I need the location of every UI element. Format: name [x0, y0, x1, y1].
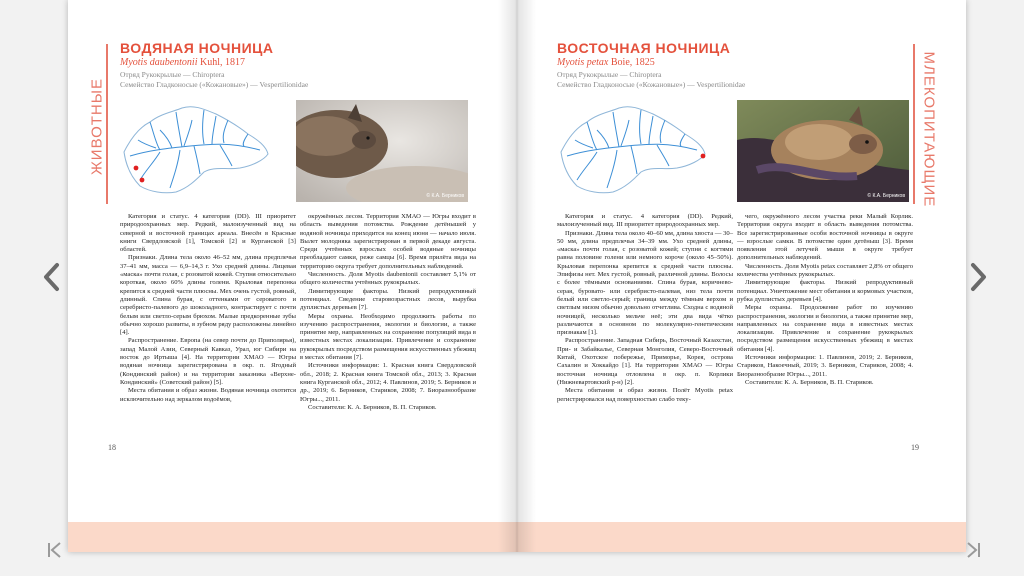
paragraph: Лимитирующие факторы. Низкий репродуктивный потенциал. Уничтожение мест обитания и кормовых участков, рубка дуплистых деревьев [4].: [737, 279, 913, 303]
species-latin-name: [557, 57, 655, 68]
taxonomy-order: Отряд Рукокрылые — Chiroptera: [120, 70, 225, 79]
distribution-map: [557, 100, 709, 200]
paragraph: Признаки. Длина тела около 40–60 мм, длина хвоста — 30–50 мм, длина предплечья 34–39 мм. Ухо средней длины, «маска» почти голая, с розоватой кожей; ступня с когтями равна половине голени или немного короче (около 45–50%). Крыловая перепонка крепится к средней части плюсны. Эпифизы нет. Мех густой, ровный, различной длины. Волосы с более тёмными основаниями. Спина бурая, коричнево-серая, буровато- или серебристо-палевая, низ тела почти белый или светло-серый; граница между тёмным верхом и светлым низом обычно довольно отчетлива. Сходна с водяной ночницей, несколько мельче неё; эти два вида чётко различаются в основном по молекулярно-генетическим признакам [1].: [557, 229, 733, 337]
species-photo: [737, 100, 909, 202]
paragraph: Распространение. Западная Сибирь, Восточный Казахстан, При- и Забайкалье, Северная Монголия, Северо-Восточный Китай, Охотское побережье, Приморье, Корея, острова Сахалин и Хоккайдо [1]. На территории ХМАО — Югры восточная ночница отловлена в окр. п. Корлики (Нижневартовский р-н) [2].: [557, 337, 733, 386]
paragraph: Источники информации: 1. Павлинов, 2019; 2. Берников, Стариков, Накоечный, 2019; 3. Берников, Стариков, 2008; 4. Биоразнообразие Югры..., 2011.: [737, 354, 913, 378]
latin-binomial: Myotis daubentonii: [120, 57, 198, 68]
paragraph: Составители: К. А. Берников, В. П. Стариков.: [745, 378, 874, 386]
record-marker: [701, 154, 706, 159]
paragraph: Численность. Доля Myotis daubentonii составляет 5,1% от общего количества учтённых рукокрылых.: [300, 271, 476, 287]
text-column-2: [300, 213, 476, 412]
record-marker: [140, 178, 145, 183]
vertical-section-label: ЖИВОТНЫЕ: [88, 77, 106, 176]
book-gutter-shadow: [498, 0, 536, 552]
photo-credit: © К.А. Берников: [867, 193, 905, 199]
species-title: ВОСТОЧНАЯ НОЧНИЦА: [557, 40, 731, 56]
paragraph: Меры охраны. Продолжение работ по изучению распространения, экологии и биологии, а также принятие мер, направленных на сохранение вида в известных местах локализации. Привлечение и сохранение рукокрылых посредством размещения искусственных убежищ в местах обитания [4].: [737, 304, 913, 353]
region-outline: [124, 107, 268, 193]
paragraph: Признаки. Длина тела около 46–52 мм, длина предплечья 37–41 мм, масса — 6,9–14,3 г. Ухо средней длины. Лицевая «маска» почти голая, с розоватой кожей. Ступня относительно короткая, около 60% длины голени. Крыловая перепонка крепится к средней части плюсны. Мех очень густой, ровный, длинный. Спина бурая, с оттенками от сероватого и серебристо-палевого до шоколадного, контрастирует с почти белым или светло-серым брюхом. Малые предкоренные зубы обычно хорошо развиты, в зубном ряду расположены линейно [4].: [120, 254, 296, 337]
photo-credit: © К.А. Берников: [426, 193, 464, 199]
book-spread: [68, 0, 966, 552]
accent-bar: [106, 44, 108, 204]
paragraph: Составители: К. А. Берников, В. П. Стариков.: [308, 403, 437, 411]
species-photo: [296, 100, 468, 202]
page-footer-band: [517, 522, 966, 552]
first-page-icon[interactable]: [46, 541, 64, 559]
paragraph: Меры охраны. Необходимо продолжить работы по изучению распространения, экологии и биологии, а также принятие мер, направленных на сохранение популяций вида в известных местах локализации. Привлечение и сохранение рукокрылых посредством размещения искусственных убежищ в местах обитания [7].: [300, 312, 476, 362]
page-footer-band: [68, 522, 517, 552]
species-latin-name: [120, 57, 245, 68]
chevron-left-icon[interactable]: [40, 262, 64, 292]
paragraph: чего, окружённого лесом участка реки Малый Корлик. Территория округа входит в область выведения потомства. Все зарегистрированные особи восточной ночницы в округе — взрослые самки. В потомстве один детёныш [3]. Время появления этой летучей мыши в округе требует дополнительных наблюдений.: [737, 213, 913, 262]
text-column-1: [557, 213, 733, 404]
latin-binomial: Myotis petax: [557, 57, 609, 68]
paragraph: окружённых лесом. Территория ХМАО — Югры входит в область выведения потомства. Рождение детёнышей у водяной ночницы приходится на конец июня — начало июля. Вылет молодняка зарегистрирован в первой декаде августа. Среди учтённых взрослых особей водяные ночницы преобладают самки, реже самцы [6]. Время прилёта вида на территорию округа требует дополнительных наблюдений.: [300, 213, 476, 270]
paragraph: Численность. Доля Myotis petax составляет 2,8% от общего количества учтённых рукокрылых.: [737, 262, 913, 279]
paragraph: Категория и статус. 4 категория (DD). Редкий, малоизученный вид. III приоритет природоохранных мер.: [557, 213, 733, 229]
accent-bar: [913, 44, 915, 204]
page-left[interactable]: [68, 0, 517, 552]
record-marker: [134, 166, 139, 171]
taxonomy-family: Семейство Гладконосые («Кожановые») — Vespertilionidae: [557, 80, 746, 89]
latin-author: Boie, 1825: [610, 57, 655, 68]
chevron-right-icon[interactable]: [966, 262, 990, 292]
page-number: 19: [911, 443, 919, 452]
latin-author: Kuhl, 1817: [200, 57, 245, 68]
distribution-map: [120, 100, 272, 200]
bat-photo-image: [296, 100, 468, 202]
page-number: 18: [108, 443, 116, 452]
text-column-1: [120, 213, 296, 404]
taxonomy-order: Отряд Рукокрылые — Chiroptera: [557, 70, 662, 79]
species-title: ВОДЯНАЯ НОЧНИЦА: [120, 40, 274, 56]
paragraph: Категория и статус. 4 категория (DD). III приоритет природоохранных мер. Редкий, малоизученный вид на северной и восточной границах ареала. Внесён в Красные книги Свердловской [1], Томской [2] и Курганской [3] областей.: [120, 213, 296, 254]
page-right[interactable]: [517, 0, 966, 552]
paragraph: Места обитания и образ жизни. Полёт Myotis petax регистрировался над поверхностью слабо теку-: [557, 387, 733, 403]
last-page-icon[interactable]: [964, 541, 982, 559]
paragraph: Лимитирующие факторы. Низкий репродуктивный потенциал. Сведение старовозрастных лесов, вырубка дуплистых деревьев [7].: [300, 287, 476, 312]
vertical-section-label: МЛЕКОПИТАЮЩИЕ: [920, 51, 938, 208]
paragraph: Места обитания и образ жизни. Водяная ночница охотится исключительно над зеркалом водоёмов,: [120, 387, 296, 403]
paragraph: Распространение. Европа (на север почти до Приполярья), запад Малой Азии, Северный Кавказ, Урал, юг Сибири на восток до Иртыша [4]. На территории ХМАО — Югры водяная ночница зарегистрирована в окр. п. Ягодный (Кондинский район) и на территории заказника «Верхне-Кондинский» (Советский район) [5].: [120, 337, 296, 386]
paragraph: Источники информации: 1. Красная книга Свердловской обл., 2018; 2. Красная книга Томской обл., 2013; 3. Красная книга Курганской обл., 2012; 4. Павлинов, 2019; 5. Берников и др., 2019; 6. Берников, Стариков, 2008; 7. Биоразнообразие Югры..., 2011.: [300, 362, 476, 403]
region-outline: [561, 107, 705, 193]
bat-photo-image: [737, 100, 909, 202]
taxonomy-family: Семейство Гладконосые («Кожановые») — Vespertilionidae: [120, 80, 309, 89]
text-column-2: [737, 213, 913, 387]
